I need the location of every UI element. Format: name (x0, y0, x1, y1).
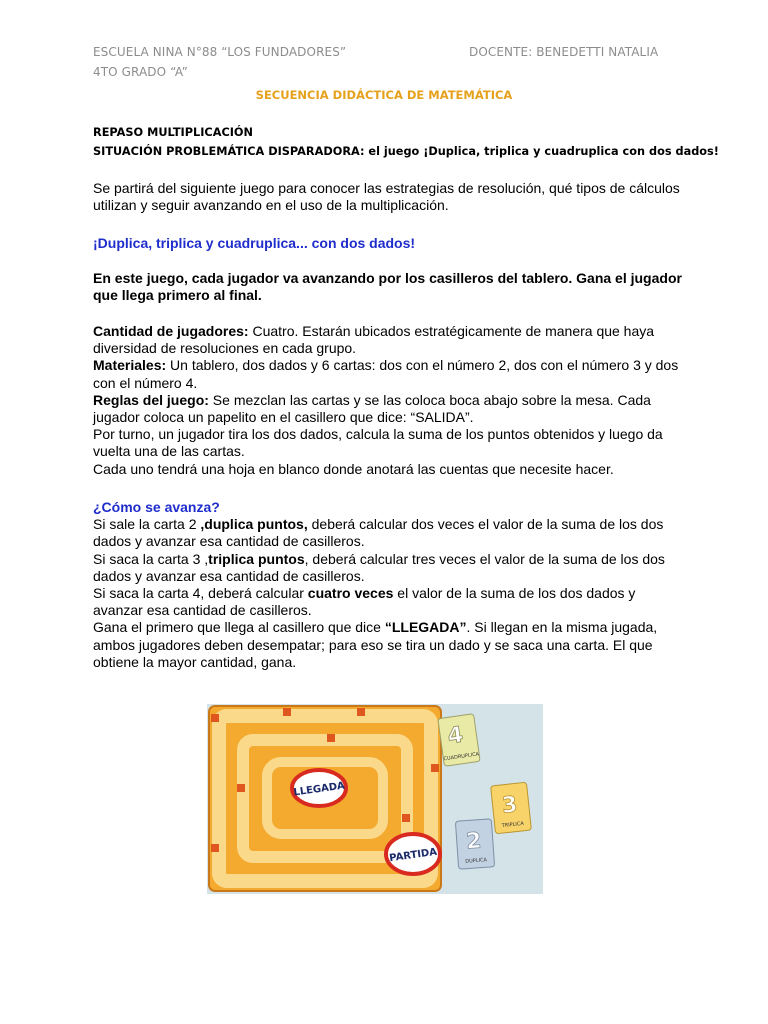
card-4-word: CUADRUPLICA (443, 751, 480, 763)
game-title: ¡Duplica, triplica y cuadruplica... con dos dados! (93, 235, 416, 251)
players-line (93, 323, 683, 357)
advance-section (93, 499, 683, 671)
game-summary-block (93, 270, 683, 304)
winner-rule-a: Gana el primero que llega al casillero que dice (93, 619, 385, 636)
advance-rule-3-a: Si saca la carta 3 , (93, 550, 209, 567)
game-title-block (93, 235, 683, 252)
game-summary: En este juego, cada jugador va avanzando por los casilleros del tablero. Gana el jugador que llega primero al final. (93, 270, 682, 304)
board-cell-red (327, 734, 335, 742)
sheet-line: Cada uno tendrá una hoja en blanco donde anotará las cuentas que necesite hacer. (93, 460, 614, 477)
rules-label: Reglas del juego: (93, 391, 209, 408)
card-4 (438, 714, 481, 767)
advance-rule-2-c: deberá calcular dos veces el valor de la suma de los dos dados y avanzar esa cantidad de casilleros. (93, 516, 664, 550)
players-text: Cuatro. Estarán ubicados estratégicamente de manera que haya diversidad de resoluciones en cada grupo. (93, 323, 655, 357)
start-label: PARTIDA (388, 846, 438, 865)
card-2-number: 2 (465, 828, 483, 855)
rules-text: Se mezclan las cartas y se las coloca boca abajo sobre la mesa. Cada jugador coloca un papelito en el casillero que dice: “SALIDA”. (93, 391, 651, 426)
winner-rule (93, 619, 683, 671)
situation-heading: SITUACIÓN PROBLEMÁTICA DISPARADORA: el juego ¡Duplica, triplica y cuadruplica con dos dados! (93, 145, 719, 158)
board-cell-red (357, 708, 365, 716)
advance-rule-4 (93, 585, 683, 619)
advance-rule-2-b: ,duplica puntos, (200, 516, 308, 533)
grade-label: 4TO GRADO “A” (93, 65, 188, 79)
advance-rule-3 (93, 551, 683, 585)
materials-text: Un tablero, dos dados y 6 cartas: dos con el número 2, dos con el número 3 y dos con el número 4. (93, 357, 679, 391)
winner-rule-c: . Si llegan en la misma jugada, ambos jugadores deben desempatar; para eso se tira un dado y se saca una carta. El que obtiene la mayor cantidad, gana. (93, 619, 658, 670)
finish-label: LLEGADA (292, 780, 346, 799)
materials-label: Materiales: (93, 357, 167, 374)
board-cell-red (211, 844, 219, 852)
materials-line (93, 357, 683, 391)
board-cell-red (237, 784, 245, 792)
card-2 (455, 819, 494, 869)
game-details (93, 323, 683, 478)
advance-rule-4-c: el valor de la suma de los dos dados y avanzar esa cantidad de casilleros. (93, 585, 636, 619)
game-board-svg (207, 704, 543, 894)
advance-rule-3-c: , deberá calcular tres veces el valor de la suma de los dos dados y avanzar esa cantidad de casilleros. (93, 550, 665, 584)
turn-line: Por turno, un jugador tira los dos dados, calcula la suma de los puntos obtenidos y luego da vuelta una de las cartas. (93, 426, 663, 460)
board-cell-red (283, 708, 291, 716)
intro-text: Se partirá del siguiente juego para conocer las estrategias de resolución, qué tipos de cálculos utilizan y seguir avanzando en el uso de la multiplicación. (93, 180, 680, 214)
winner-rule-b: “LLEGADA” (384, 619, 467, 636)
rules-line (93, 392, 683, 426)
advance-rule-3-b: triplica puntos (208, 550, 305, 567)
card-4-number: 4 (446, 722, 465, 750)
advance-rule-2 (93, 516, 683, 550)
board-cell-red (431, 764, 439, 772)
card-3 (491, 782, 532, 834)
card-2-word: DUPLICA (465, 857, 488, 865)
advance-rule-4-a: Si saca la carta 4, deberá calcular (93, 585, 308, 602)
advance-heading: ¿Cómo se avanza? (93, 499, 220, 515)
game-board-illustration (207, 704, 543, 894)
page-title: SECUENCIA DIDÁCTICA DE MATEMÁTICA (255, 88, 513, 102)
advance-rule-2-a: Si sale la carta 2 (93, 516, 201, 533)
board-cell-red (402, 814, 410, 822)
section-heading: REPASO MULTIPLICACIÓN (93, 126, 253, 139)
board-cell-red (211, 714, 219, 722)
school-name: ESCUELA NINA N°88 “LOS FUNDADORES” (93, 45, 347, 59)
advance-rule-4-b: cuatro veces (307, 585, 394, 602)
intro-paragraph (93, 180, 683, 214)
teacher-name: DOCENTE: BENEDETTI NATALIA (469, 45, 659, 59)
players-label: Cantidad de jugadores: (93, 323, 249, 339)
card-3-word: TRIPLICA (501, 820, 525, 830)
card-3-number: 3 (500, 792, 519, 819)
